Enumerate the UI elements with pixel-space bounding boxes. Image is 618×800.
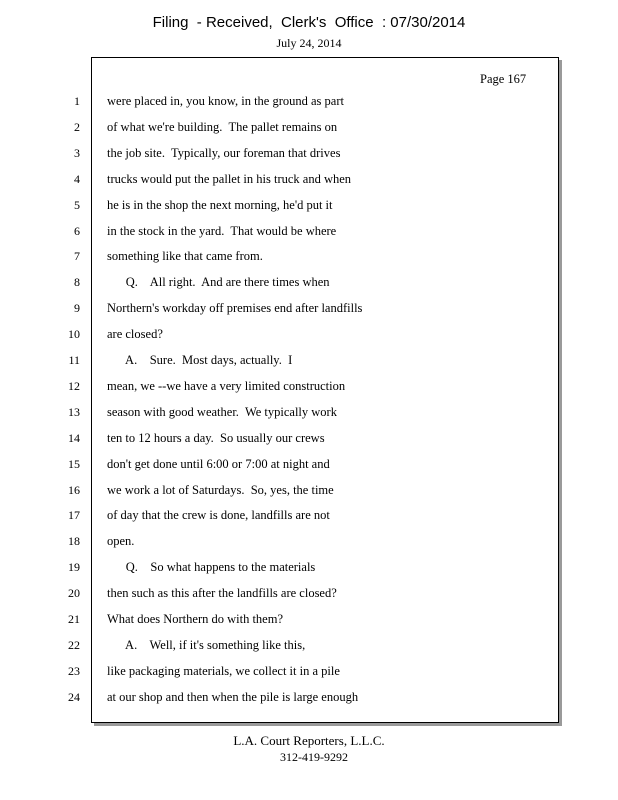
- line-text: the job site. Typically, our foreman that drives: [107, 146, 341, 160]
- line-number: 10: [68, 327, 80, 341]
- transcript-line: [0, 275, 618, 301]
- transcript-line: [0, 172, 618, 198]
- line-text: open.: [107, 534, 135, 548]
- transcript-line: [0, 120, 618, 146]
- transcript-line: [0, 94, 618, 120]
- transcript-line: [0, 431, 618, 457]
- deposition-date: July 24, 2014: [276, 36, 342, 50]
- line-number: 12: [68, 379, 80, 393]
- line-text: mean, we --we have a very limited construction: [107, 379, 346, 393]
- line-text: don't get done until 6:00 or 7:00 at night and: [107, 457, 330, 471]
- transcript-line: [0, 249, 618, 275]
- line-text: Q. So what happens to the materials: [107, 560, 316, 574]
- line-number: 16: [68, 483, 80, 497]
- line-text: of what we're building. The pallet remains on: [107, 120, 338, 134]
- line-number: 4: [74, 172, 80, 186]
- line-text: of day that the crew is done, landfills are not: [107, 508, 330, 522]
- transcript-line: [0, 379, 618, 405]
- line-number: 24: [68, 690, 80, 704]
- line-number: 22: [68, 638, 80, 652]
- line-text: A. Sure. Most days, actually. I: [107, 353, 293, 367]
- line-text: in the stock in the yard. That would be where: [107, 224, 337, 238]
- line-number: 9: [74, 301, 80, 315]
- line-text: What does Northern do with them?: [107, 612, 283, 626]
- transcript-line: [0, 483, 618, 509]
- line-number: 17: [68, 508, 80, 522]
- transcript-line: [0, 664, 618, 690]
- transcript-line: [0, 508, 618, 534]
- line-number: 2: [74, 120, 80, 134]
- line-number: 19: [68, 560, 80, 574]
- transcript-line: [0, 560, 618, 586]
- line-number: 11: [68, 353, 80, 367]
- line-text: then such as this after the landfills are closed?: [107, 586, 337, 600]
- line-text: like packaging materials, we collect it in a pile: [107, 664, 340, 678]
- transcript-line: [0, 638, 618, 664]
- line-number: 21: [68, 612, 80, 626]
- transcript-line: [0, 198, 618, 224]
- line-number: 14: [68, 431, 80, 445]
- transcript-line: [0, 224, 618, 250]
- line-number: 15: [68, 457, 80, 471]
- line-text: Northern's workday off premises end after landfills: [107, 301, 363, 315]
- line-number: 6: [74, 224, 80, 238]
- line-text: trucks would put the pallet in his truck and when: [107, 172, 352, 186]
- line-text: season with good weather. We typically work: [107, 405, 337, 419]
- filing-stamp: Filing - Received, Clerk's Office : 07/30/2014: [152, 14, 466, 31]
- line-text: ten to 12 hours a day. So usually our crews: [107, 431, 325, 445]
- transcript-line: [0, 534, 618, 560]
- line-text: are closed?: [107, 327, 163, 341]
- footer-phone: 312-419-9292: [280, 750, 348, 764]
- line-number: 13: [68, 405, 80, 419]
- line-text: he is in the shop the next morning, he'd put it: [107, 198, 333, 212]
- line-text: at our shop and then when the pile is large enough: [107, 690, 359, 704]
- line-number: 7: [74, 249, 80, 263]
- transcript-line: [0, 353, 618, 379]
- transcript-line: [0, 327, 618, 353]
- transcript-line: [0, 457, 618, 483]
- line-text: were placed in, you know, in the ground as part: [107, 94, 344, 108]
- transcript-line: [0, 690, 618, 716]
- line-number: 5: [74, 198, 80, 212]
- line-text: we work a lot of Saturdays. So, yes, the time: [107, 483, 334, 497]
- transcript-line: [0, 301, 618, 327]
- line-number: 20: [68, 586, 80, 600]
- line-number: 8: [74, 275, 80, 289]
- line-number: 1: [74, 94, 80, 108]
- line-number: 18: [68, 534, 80, 548]
- page-number: Page 167: [480, 72, 527, 86]
- transcript-line: [0, 405, 618, 431]
- transcript-line: [0, 146, 618, 172]
- transcript-line: [0, 612, 618, 638]
- footer-company: L.A. Court Reporters, L.L.C.: [233, 733, 385, 748]
- line-number: 3: [74, 146, 80, 160]
- line-text: Q. All right. And are there times when: [107, 275, 330, 289]
- line-text: A. Well, if it's something like this,: [107, 638, 306, 652]
- line-text: something like that came from.: [107, 249, 263, 263]
- transcript-line: [0, 586, 618, 612]
- line-number: 23: [68, 664, 80, 678]
